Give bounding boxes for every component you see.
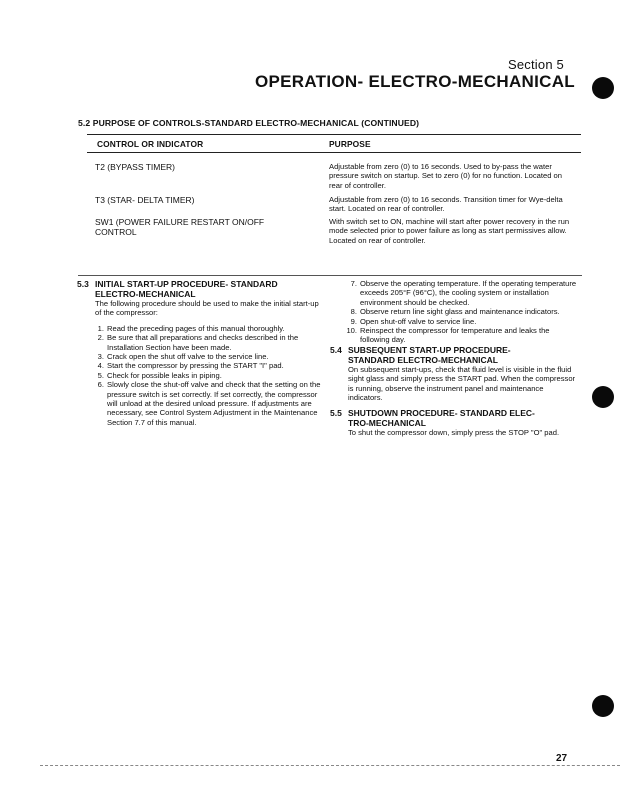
punch-hole: [592, 386, 614, 408]
paragraph: On subsequent start-ups, check that fluid level is visible in the fluid sight glass and simply press the START pad. When the compressor is running, observe the instrument panel and maintenance indicators.: [348, 364, 576, 403]
table-row-purpose: With switch set to ON, machine will start after power recovery in the run mode selected prior to power failure as long as start permissives allow. Located on rear of controller.: [329, 217, 570, 245]
list-item: 8. Observe return line sight glass and maintenance indicators.: [350, 307, 560, 317]
step-list: [77, 324, 322, 427]
list-item: 3. Crack open the shut off valve to the service line.: [97, 352, 269, 362]
punch-hole: [592, 695, 614, 717]
section-number: 5.3: [77, 279, 89, 289]
list-item: 1. Read the preceding pages of this manual thoroughly.: [97, 323, 285, 333]
table-row-purpose: Adjustable from zero (0) to 16 seconds. Transition timer for Wye-delta start. Located on rear of controller.: [329, 195, 563, 214]
table-header-rule: [87, 152, 581, 153]
list-item: 2. Be sure that all preparations and checks described in the Installation Section have been made.: [97, 333, 299, 352]
section-number: 5.5: [330, 408, 342, 419]
list-item: 5. Check for possible leaks in piping.: [97, 370, 222, 380]
section-number: 5.4: [330, 344, 342, 355]
section-title: INITIAL START-UP PROCEDURE- STANDARD: [95, 279, 278, 289]
page-title: OPERATION- ELECTRO-MECHANICAL: [254, 72, 575, 91]
column-header-control: CONTROL OR INDICATOR: [97, 139, 204, 149]
section-5-5-heading: [330, 408, 578, 428]
list-item: 9. Open shut-off valve to service line.: [350, 316, 477, 326]
list-item: 6. Slowly close the shut-off valve and check that the setting on the pressure switch is set correctly. If set correctly, the compressor will unload at the desired unload pressure. If adjustments are necessary, see Control System Adjustment in the Maintenance Section 7.7 of this manual.: [97, 380, 321, 427]
section-label: Section 5: [507, 57, 564, 72]
section-title: STANDARD ELECTRO-MECHANICAL: [348, 354, 498, 365]
section-title: SHUTDOWN PROCEDURE- STANDARD ELEC-: [348, 408, 535, 419]
paragraph: The following procedure should be used to make the initial start-up of the compressor:: [95, 299, 319, 318]
section-title: TRO-MECHANICAL: [348, 418, 426, 429]
section-5-4-heading: [330, 345, 578, 365]
section-5-2-heading: 5.2 PURPOSE OF CONTROLS-STANDARD ELECTRO-MECHANICAL (CONTINUED): [78, 118, 420, 128]
list-item: 4. Start the compressor by pressing the START "I" pad.: [97, 361, 284, 371]
list-item: 10. Reinspect the compressor for temperature and leaks the following day.: [346, 326, 550, 345]
left-column: [77, 279, 322, 427]
right-column: [330, 279, 578, 438]
punch-hole: [592, 77, 614, 99]
step-list: [330, 279, 578, 345]
table-row-control: T3 (STAR- DELTA TIMER): [95, 195, 195, 205]
column-header-purpose: PURPOSE: [329, 139, 371, 149]
list-item: 7. Observe the operating temperature. If the operating temperature exceeds 205°F (96°C), the cooling system or installation environment should be checked.: [350, 279, 577, 307]
section-5-3-heading: [77, 279, 322, 299]
table-row-control: SW1 (POWER FAILURE RESTART ON/OFF CONTROL: [95, 217, 265, 237]
table-row-purpose: Adjustable from zero (0) to 16 seconds. Used to by-pass the water pressure switch on startup. Set to zero (0) for no function. Located on rear of controller.: [329, 162, 562, 190]
page-number: 27: [556, 753, 568, 764]
footer-rule: [40, 765, 620, 766]
table-row-control: T2 (BYPASS TIMER): [95, 162, 175, 172]
paragraph: To shut the compressor down, simply press the STOP "O" pad.: [348, 428, 560, 438]
section-title: ELECTRO-MECHANICAL: [95, 289, 196, 299]
section-divider: [78, 275, 582, 276]
section-title: SUBSEQUENT START-UP PROCEDURE-: [348, 344, 511, 355]
table-top-rule: [87, 134, 581, 135]
